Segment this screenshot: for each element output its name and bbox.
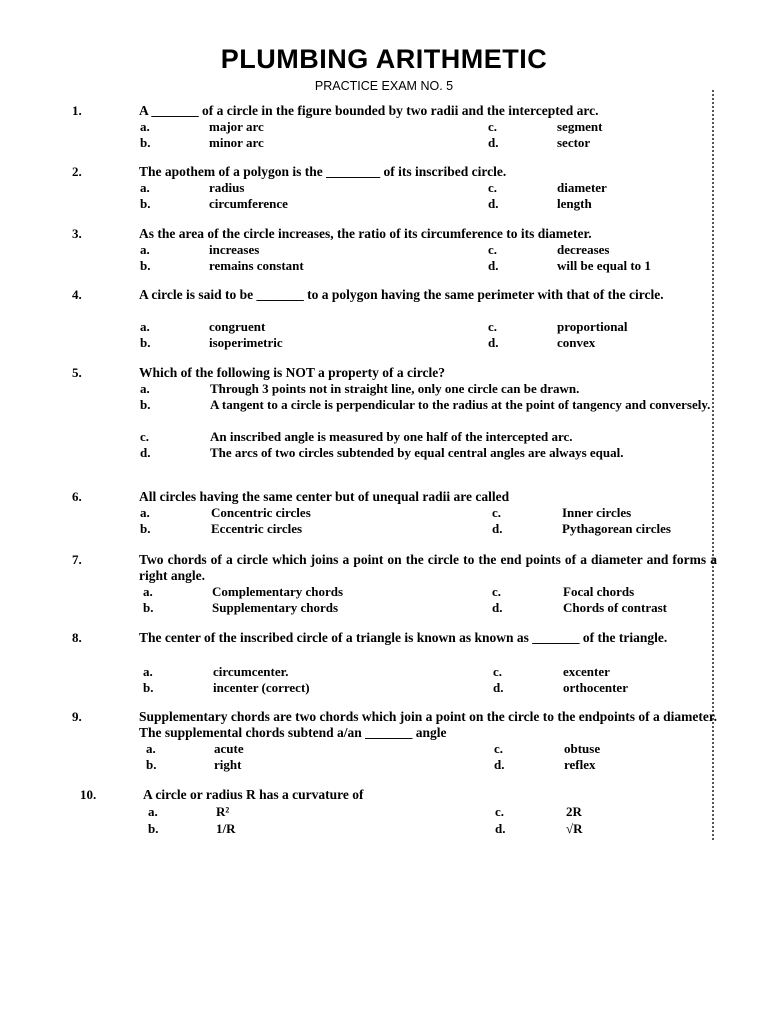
- option-letter: c.: [492, 584, 502, 599]
- option-letter: a.: [140, 180, 150, 195]
- page-title: PLUMBING ARITHMETIC: [220, 44, 548, 74]
- option-text: Eccentric circles: [211, 521, 303, 536]
- option-letter: d.: [488, 196, 499, 211]
- question-number: 1.: [72, 103, 82, 118]
- option-text: A tangent to a circle is perpendicular to the radius at the point of tangency and conversely.: [210, 397, 711, 412]
- option-letter: b.: [143, 600, 154, 615]
- option-text: Pythagorean circles: [562, 521, 671, 536]
- option-letter: b.: [140, 135, 151, 150]
- question-number: 7.: [72, 552, 82, 567]
- option-letter: d.: [488, 135, 499, 150]
- option-letter: d.: [494, 757, 505, 772]
- option-letter: a.: [148, 804, 158, 819]
- question-text: A _______ of a circle in the figure bounded by two radii and the intercepted arc.: [139, 103, 599, 118]
- option-letter: c.: [493, 664, 503, 679]
- option-text: incenter (correct): [213, 680, 310, 695]
- option-letter: a.: [140, 505, 150, 520]
- option-letter: c.: [492, 505, 502, 520]
- option-letter: b.: [140, 335, 151, 350]
- question-number: 10.: [80, 787, 97, 802]
- option-letter: d.: [140, 445, 151, 460]
- option-text: Concentric circles: [211, 505, 311, 520]
- option-text: circumference: [209, 196, 288, 211]
- option-text: Through 3 points not in straight line, only one circle can be drawn.: [210, 381, 580, 396]
- option-letter: d.: [495, 821, 506, 836]
- option-text: acute: [214, 741, 244, 756]
- option-letter: a.: [140, 319, 150, 334]
- question-number: 5.: [72, 365, 82, 380]
- question-number: 6.: [72, 489, 82, 504]
- option-text: segment: [557, 119, 603, 134]
- option-text: convex: [557, 335, 596, 350]
- option-letter: b.: [148, 821, 159, 836]
- option-letter: b.: [140, 397, 151, 412]
- option-text: √R: [566, 821, 583, 836]
- option-letter: d.: [492, 600, 503, 615]
- option-letter: a.: [146, 741, 156, 756]
- option-letter: c.: [488, 119, 498, 134]
- option-text: The arcs of two circles subtended by equal central angles are always equal.: [210, 445, 624, 460]
- option-text: Focal chords: [563, 584, 635, 599]
- option-letter: a.: [140, 381, 150, 396]
- option-text: sector: [557, 135, 591, 150]
- option-letter: c.: [488, 180, 498, 195]
- question-text: All circles having the same center but of unequal radii are called: [139, 489, 510, 504]
- option-text: 2R: [566, 804, 582, 819]
- option-letter: c.: [488, 319, 498, 334]
- option-letter: a.: [140, 242, 150, 257]
- option-text: Supplementary chords: [212, 600, 339, 615]
- option-text: decreases: [557, 242, 610, 257]
- option-letter: c.: [494, 741, 504, 756]
- option-letter: b.: [146, 757, 157, 772]
- option-text: 1/R: [216, 821, 236, 836]
- option-letter: c.: [495, 804, 505, 819]
- option-letter: c.: [488, 242, 498, 257]
- question-number: 3.: [72, 226, 82, 241]
- option-text: remains constant: [209, 258, 304, 273]
- question-number: 9.: [72, 709, 82, 724]
- option-text: congruent: [209, 319, 266, 334]
- question-text: Supplementary chords are two chords which join a point on the circle to the endpoints of a diameter. The supplemental chords subtend a/an _______ angle: [139, 709, 718, 740]
- question-text: A circle or radius R has a curvature of: [143, 787, 364, 802]
- question-number: 8.: [72, 630, 82, 645]
- option-text: reflex: [564, 757, 596, 772]
- option-text: radius: [209, 180, 245, 195]
- option-text: excenter: [563, 664, 610, 679]
- option-text: An inscribed angle is measured by one half of the intercepted arc.: [210, 429, 573, 444]
- option-text: Inner circles: [562, 505, 632, 520]
- question-number: 2.: [72, 164, 82, 179]
- question-number: 4.: [72, 287, 82, 302]
- option-text: major arc: [209, 119, 264, 134]
- option-text: Complementary chords: [212, 584, 344, 599]
- question-text: Two chords of a circle which joins a point on the circle to the end points of a diameter and forms a right angle.: [139, 552, 717, 583]
- option-letter: a.: [140, 119, 150, 134]
- option-text: length: [557, 196, 592, 211]
- option-letter: c.: [140, 429, 150, 444]
- option-letter: a.: [143, 664, 153, 679]
- option-letter: b.: [140, 196, 151, 211]
- option-letter: d.: [488, 258, 499, 273]
- option-letter: d.: [493, 680, 504, 695]
- option-text: orthocenter: [563, 680, 628, 695]
- question-text: The apothem of a polygon is the ________ of its inscribed circle.: [139, 164, 507, 179]
- question-text: Which of the following is NOT a property of a circle?: [139, 365, 445, 380]
- option-text: obtuse: [564, 741, 601, 756]
- option-text: proportional: [557, 319, 628, 334]
- option-letter: b.: [140, 521, 151, 536]
- option-text: right: [214, 757, 242, 772]
- option-text: diameter: [557, 180, 607, 195]
- page-subtitle: PRACTICE EXAM NO. 5: [314, 79, 454, 93]
- option-text: increases: [209, 242, 260, 257]
- question-text: As the area of the circle increases, the ratio of its circumference to its diameter.: [139, 226, 592, 241]
- option-letter: b.: [143, 680, 154, 695]
- option-letter: d.: [492, 521, 503, 536]
- option-text: circumcenter.: [213, 664, 289, 679]
- question-text: The center of the inscribed circle of a triangle is known as known as _______ of the triangle.: [139, 630, 668, 645]
- option-text: Chords of contrast: [563, 600, 667, 615]
- option-text: will be equal to 1: [557, 258, 651, 273]
- option-letter: b.: [140, 258, 151, 273]
- question-text: A circle is said to be _______ to a polygon having the same perimeter with that of the circle.: [139, 287, 664, 302]
- option-text: R²: [216, 804, 230, 819]
- option-letter: a.: [143, 584, 153, 599]
- option-letter: d.: [488, 335, 499, 350]
- option-text: isoperimetric: [209, 335, 283, 350]
- option-text: minor arc: [209, 135, 264, 150]
